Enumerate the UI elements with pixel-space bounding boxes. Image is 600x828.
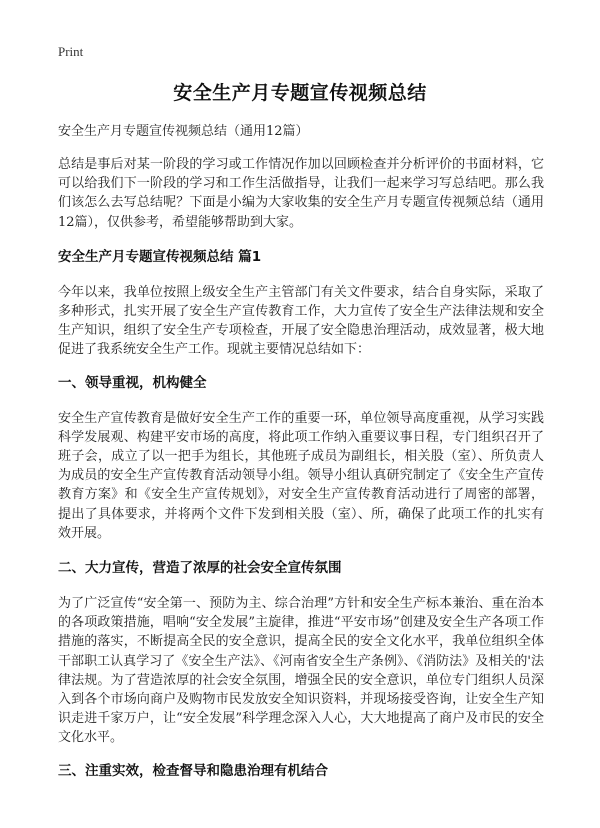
intro-paragraph: 总结是事后对某一阶段的学习或工作情况作加以回顾检查并分析评价的书面材料，它可以给我们下一阶段的学习和工作生活做指导，让我们一起来学习写总结吧。那么我们该怎么去写总结呢？下面是小编为大家收集的安全生产月专题宣传视频总结（通用12篇），仅供参考，希望能够帮助到大家。 bbox=[58, 157, 544, 230]
section-1-heading: 一、领导重视，机构健全 bbox=[58, 374, 207, 391]
article-heading: 安全生产月专题宣传视频总结 篇1 bbox=[58, 248, 262, 265]
print-link[interactable]: Print bbox=[58, 44, 84, 59]
section-1-text: 安全生产宣传教育是做好安全生产工作的重要一环，单位领导高度重视，从学习实践科学发展观、构建平安市场的高度，将此项工作纳入重要议事日程，专门组织召开了班子会，成立了以一把手为组长，其他班子成员为副组长，相关股（室）、所负责人为成员的安全生产宣传教育活动领导小组。领导小组认真研究制定了《安全生产宣传教育方案》和《安全生产宣传规划》，对安全生产宣传教育活动进行了周密的部署，提出了具体要求，并将两个文件下发到相关股（室）、所，确保了此项工作的扎实有效开展。 bbox=[58, 410, 544, 541]
document-subtitle: 安全生产月专题宣传视频总结（通用12篇） bbox=[58, 124, 309, 139]
section-2-heading: 二、大力宣传，营造了浓厚的社会安全宣传氛围 bbox=[58, 560, 342, 577]
section-2-text: 为了广泛宣传“安全第一、预防为主、综合治理”方针和安全生产标本兼治、重在治本的各项政策措施，唱响“安全发展”主旋律，推进“平安市场”创建及安全生产各项工作措施的落实，不断提高全民的安全意识，提高全民的安全文化水平，我单位组织全体干部职工认真学习了《安全生产法》、《河南省安全生产条例》、《消防法》及相关的'法律法规。为了营造浓厚的社会安全氛围，增强全民的安全意识，单位专门组织人员深入到各个市场向商户及购物市民发放安全知识资料，并现场接受咨询，让安全生产知识走进千家万户，让“安全发展”科学理念深入人心，大大地提高了商户及市民的安全文化水平。 bbox=[58, 596, 544, 746]
section-3-heading: 三、注重实效，检查督导和隐患治理有机结合 bbox=[58, 762, 328, 779]
paragraph-overview: 今年以来，我单位按照上级安全生产主管部门有关文件要求，结合自身实际，采取了多种形式，扎实开展了安全生产宣传教育工作，大力宣传了安全生产法律法规和安全生产知识，组织了安全生产专项检查，开展了安全隐患治理活动，成效显著，极大地促进了我系统安全生产工作。现就主要情况总结如下： bbox=[58, 284, 544, 358]
document-body bbox=[58, 122, 544, 797]
page-title: 安全生产月专题宣传视频总结 bbox=[173, 82, 427, 104]
